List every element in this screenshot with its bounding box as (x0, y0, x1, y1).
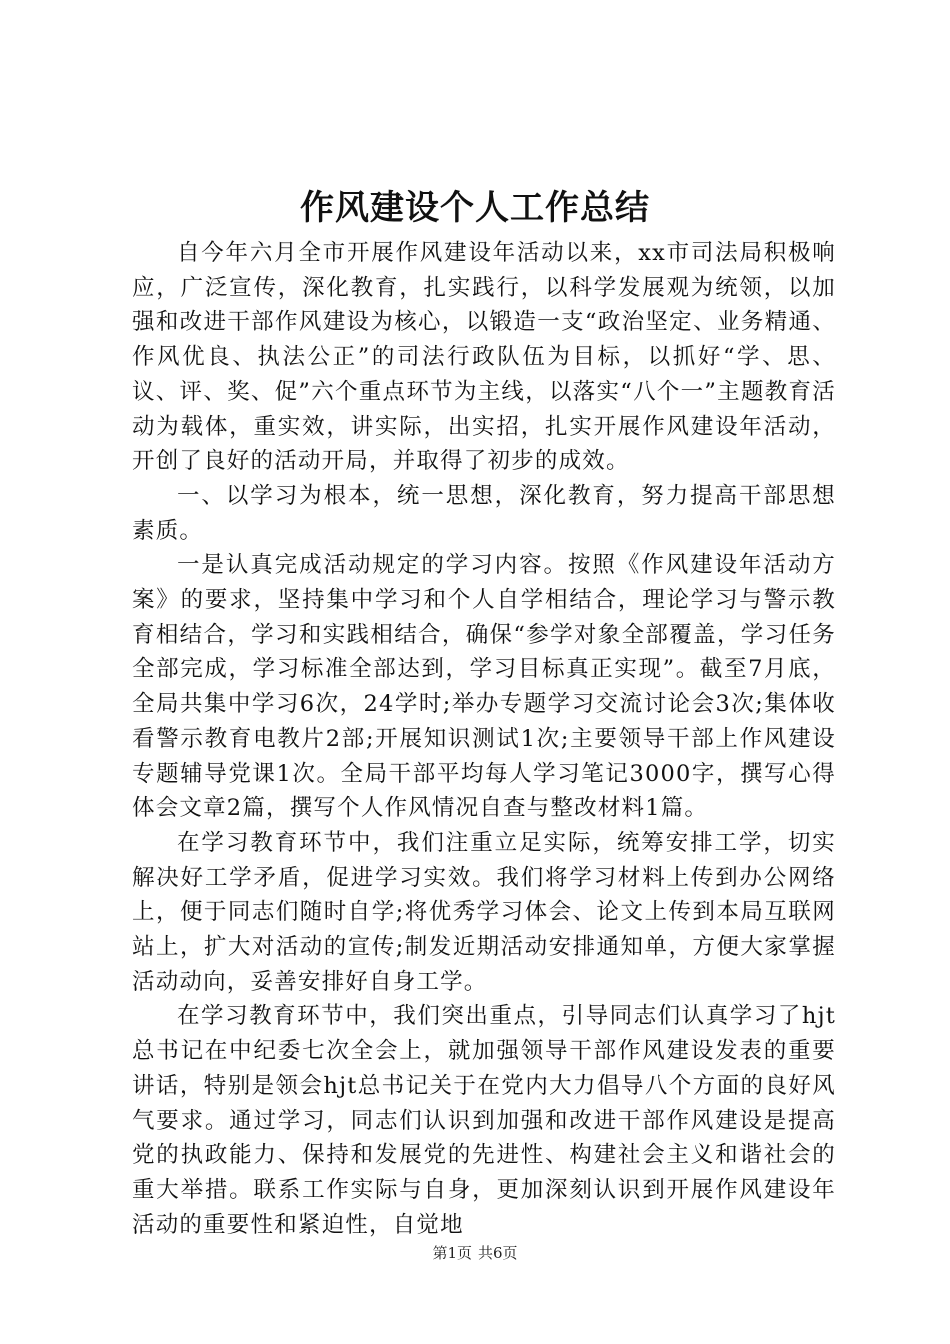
page-footer (0, 1243, 950, 1263)
paragraph-section-heading: 一、以学习为根本，统一思想，深化教育，努力提高干部思想素质。 (132, 482, 836, 544)
paragraph-study-content: 一是认真完成活动规定的学习内容。按照《作风建设年活动方案》的要求，坚持集中学习和个人自学相结合，理论学习与警示教育相结合，学习和实践相结合，确保“参学对象全部覆盖，学习任务全部完成，学习标准全部达到，学习目标真正实现”。截至7月底，全局共集中学习6次，24学时;举办专题学习交流讨论会3次;集体收看警示教育电教片2部;开展知识测试1次;主要领导干部上作风建设专题辅导党课1次。全局干部平均每人学习笔记3000字，撰写心得体会文章2篇，撰写个人作风情况自查与整改材料1篇。 (132, 552, 836, 822)
paragraph-intro: 自今年六月全市开展作风建设年活动以来，xx市司法局积极响应，广泛宣传，深化教育，扎实践行，以科学发展观为统领，以加强和改进干部作风建设为核心，以锻造一支“政治坚定、业务精通、作风优良、执法公正”的司法行政队伍为目标，以抓好“学、思、议、评、奖、促”六个重点环节为主线，以落实“八个一”主题教育活动为载体，重实效，讲实际，出实招，扎实开展作风建设年活动，开创了良好的活动开局，并取得了初步的成效。 (132, 240, 836, 475)
paragraph-study-focus: 在学习教育环节中，我们突出重点，引导同志们认真学习了hjt总书记在中纪委七次全会上，就加强领导干部作风建设发表的重要讲话，特别是领会hjt总书记关于在党内大力倡导八个方面的良好风气要求。通过学习，同志们认识到加强和改进干部作风建设是提高党的执政能力、保持和发展党的先进性、构建社会主义和谐社会的重大举措。联系工作实际与自身，更加深刻认识到开展作风建设年活动的重要性和紧迫性，自觉地 (132, 1003, 836, 1238)
document-title: 作风建设个人工作总结 (300, 188, 650, 228)
page-number: 第1页 (432, 1244, 472, 1262)
page-total: 共6页 (478, 1244, 518, 1262)
document-body (132, 236, 836, 1242)
paragraph-study-practice: 在学习教育环节中，我们注重立足实际，统筹安排工学，切实解决好工学矛盾，促进学习实效。我们将学习材料上传到办公网络上，便于同志们随时自学;将优秀学习体会、论文上传到本局互联网站上，扩大对活动的宣传;制发近期活动安排通知单，方便大家掌握活动动向，妥善安排好自身工学。 (132, 829, 836, 995)
